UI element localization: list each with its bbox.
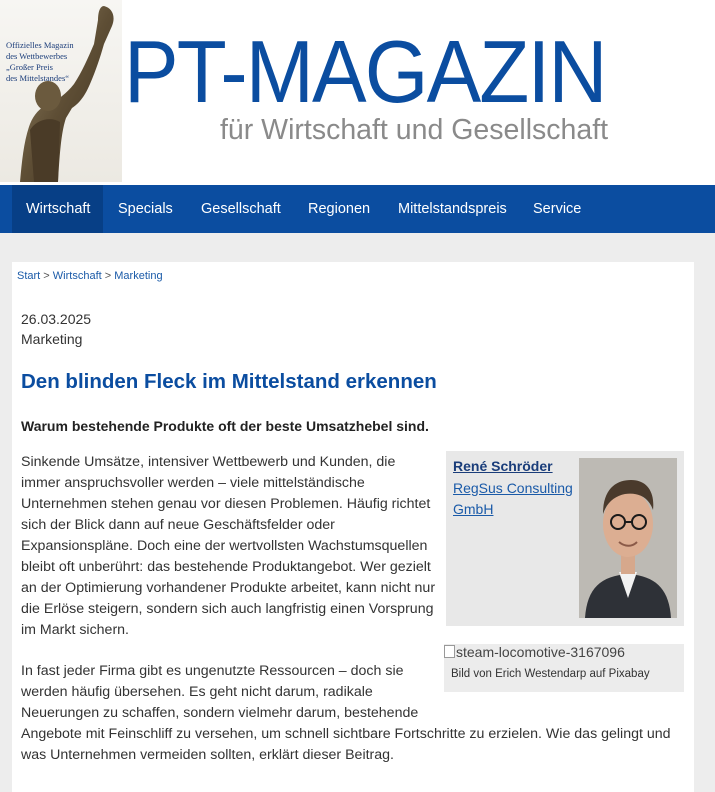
article-lead: Warum bestehende Produkte oft der beste Umsatzhebel sind. [21, 418, 429, 434]
article-image-alt-text: steam-locomotive-3167096 [456, 644, 625, 660]
statue-figure-icon [0, 0, 122, 182]
article-paragraph-1: Sinkende Umsätze, intensiver Wettbewerb und Kunden, die immer anspruchsvoller werden – viele mittelständische Unternehmen stehen genau vor diesen Problemen. Häufig richtet sich der Blick dann auf neue Geschäftsfelder oder Expansionspläne. Doch eine der wertvollsten Wachstumsquellen bleibt oft unberührt: das bestehende Produktangebot. Wer gezielt an der Optimierung vorhandener Produkte arbeitet, kann nicht nur die Erlöse steigern, sondern sich auch langfristig einen Vorsprung im Markt sichern. [21, 454, 436, 638]
breadcrumb-wirtschaft-link[interactable]: Wirtschaft [52, 270, 102, 282]
breadcrumb-marketing-link[interactable]: Marketing [114, 270, 163, 282]
author-company-link[interactable]: RegSus Consulting [453, 480, 573, 496]
breadcrumb-separator: > [43, 270, 50, 282]
logo-pt: PT- [124, 22, 246, 121]
breadcrumb-start-link[interactable]: Start [17, 270, 41, 282]
main-navigation [0, 185, 715, 233]
site-header [0, 0, 715, 185]
author-company-link-cont[interactable]: GmbH [453, 501, 494, 517]
nav-item-wirtschaft[interactable]: Wirtschaft [12, 185, 103, 233]
article-image [444, 644, 625, 660]
award-badge-text: Offizielles Magazin des Wettbewerbes „Großer Preis des Mittelstandes“ [6, 40, 74, 83]
article-date: 26.03.2025 [21, 311, 92, 327]
award-statue-image [0, 0, 122, 182]
person-portrait-icon [579, 458, 677, 618]
author-portrait [579, 458, 677, 618]
nav-item-gesellschaft[interactable]: Gesellschaft [201, 201, 281, 217]
nav-item-mittelstandspreis[interactable]: Mittelstandspreis [398, 201, 507, 217]
breadcrumb-separator: > [104, 270, 112, 282]
breadcrumb [17, 270, 163, 282]
article-title: Den blinden Fleck im Mittelstand erkennen [21, 370, 437, 393]
article-paragraph-2: In fast jeder Firma gibt es ungenutzte Ressourcen – doch sie werden häufig übersehen. Es geht nicht darum, radikale Neuerungen zu schaffen, sondern vielmehr darum, bestehende Angebote mit Feinschliff zu versehen, um schnell sichtbare Fortschritte zu erzielen. Wie das gelingt und was Unternehmen vermeiden sollten, erklärt dieser Beitrag. [21, 663, 671, 763]
image-credit: Bild von Erich Westendarp auf Pixabay [451, 668, 650, 680]
article-category: Marketing [21, 331, 83, 347]
site-tagline: für Wirtschaft und Gesellschaft [220, 114, 609, 146]
nav-item-specials[interactable]: Specials [118, 201, 173, 217]
nav-item-service[interactable]: Service [533, 201, 582, 217]
site-logo[interactable] [124, 22, 606, 121]
broken-image-icon [444, 645, 455, 658]
logo-magazin: MAGAZIN [245, 22, 606, 121]
nav-item-regionen[interactable]: Regionen [308, 201, 371, 217]
author-name-link[interactable]: René Schröder [453, 458, 553, 474]
